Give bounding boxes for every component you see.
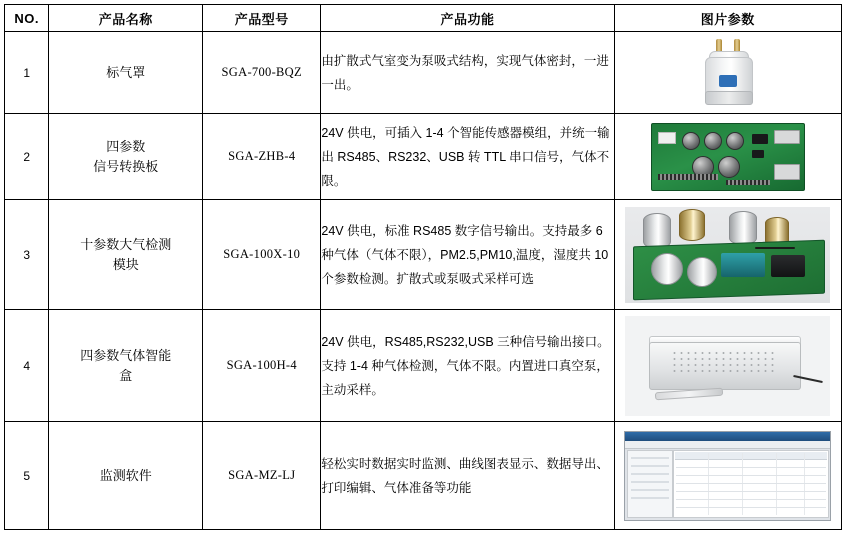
module-wire — [755, 247, 795, 249]
cell-no: 3 — [5, 200, 49, 310]
module-illustration — [625, 207, 830, 303]
software-left-row — [631, 497, 669, 499]
pcb-connector-1 — [774, 130, 800, 144]
table-body — [5, 32, 842, 530]
software-table-row — [676, 507, 826, 508]
cell-no: 4 — [5, 310, 49, 422]
cell-product-image — [614, 114, 841, 200]
product-name-line2: 模块 — [112, 256, 139, 272]
cell-no: 2 — [5, 114, 49, 200]
product-name-line1: 四参数 — [106, 138, 146, 154]
software-table-row — [676, 475, 826, 476]
module-round-sensor-2 — [687, 257, 717, 287]
software-column-divider — [804, 453, 805, 515]
software-table-row — [676, 483, 826, 484]
cell-product-model: SGA-100H-4 — [203, 310, 321, 422]
pcb-socket-5 — [718, 156, 740, 178]
cell-product-function: 轻松实时数据实时监测、曲线图表显示、数据导出、打印编辑、气体准备等功能 — [321, 422, 614, 530]
pcb-chip-2 — [752, 150, 764, 158]
module-black-sensor — [771, 255, 805, 277]
table-header — [5, 5, 842, 32]
pcb-chip-1 — [752, 134, 768, 144]
product-name-line2: 盒 — [119, 367, 133, 383]
module-sensor-3 — [729, 211, 757, 245]
cell-product-image — [614, 32, 841, 114]
cell-no: 1 — [5, 32, 49, 114]
table-row — [5, 200, 842, 310]
pcb-socket-1 — [682, 132, 700, 150]
software-title-bar — [625, 432, 830, 441]
table-row — [5, 114, 842, 200]
software-left-row — [631, 473, 669, 475]
software-ui-illustration — [624, 431, 831, 521]
cell-product-model: SGA-ZHB-4 — [203, 114, 321, 200]
smart-gas-box-photo — [615, 316, 841, 416]
document-page — [0, 4, 846, 537]
product-name-line1: 十参数大气检测 — [80, 236, 172, 252]
cell-product-name — [49, 200, 203, 310]
cell-product-image — [614, 310, 841, 422]
module-round-sensor-1 — [651, 253, 683, 285]
pcb-socket-2 — [704, 132, 722, 150]
header-image-parameter: 图片参数 — [614, 5, 841, 32]
cell-no: 5 — [5, 422, 49, 530]
ten-parameter-module-photo — [615, 207, 841, 303]
smart-box-vent-grid — [671, 350, 775, 376]
pcb-socket-3 — [726, 132, 744, 150]
cell-product-name — [49, 310, 203, 422]
software-menu-bar — [625, 441, 830, 449]
header-product-model: 产品型号 — [203, 5, 321, 32]
software-table-row — [676, 491, 826, 492]
software-left-row — [631, 489, 669, 491]
software-column-divider — [776, 453, 777, 515]
software-main-pane — [673, 450, 829, 518]
hood-brand-label — [719, 75, 737, 87]
cell-product-image — [614, 422, 841, 530]
pcb-connector-2 — [774, 164, 800, 180]
software-column-divider — [708, 453, 709, 515]
cell-product-function: 由扩散式气室变为泵吸式结构，实现气体密封，一进一出。 — [321, 32, 614, 114]
module-sensor-1 — [643, 213, 671, 249]
pcb-white-block — [658, 132, 676, 144]
cell-product-name: 标气罩 — [49, 32, 203, 114]
software-left-row — [631, 457, 669, 459]
software-left-pane — [627, 450, 673, 518]
cell-product-function: 24V 供电，可插入 1-4 个智能传感器模组，并统一输出 RS485、RS232、USB 转 TTL 串口信号，气体不限。 — [321, 114, 614, 200]
pcb-pin-header-2 — [726, 180, 770, 185]
cell-product-function: 24V 供电，标准 RS485 数字信号输出。支持最多 6 种气体（气体不限），PM2.5,PM10,温度，湿度共 10 个参数检测。扩散式或泵吸式采样可选 — [321, 200, 614, 310]
module-sensor-2 — [679, 209, 705, 241]
pcb-illustration — [651, 123, 805, 191]
gas-hood-illustration — [693, 37, 763, 109]
software-left-row — [631, 481, 669, 483]
gas-hood-photo — [615, 37, 841, 109]
header-no: NO. — [5, 5, 49, 32]
cell-product-model: SGA-MZ-LJ — [203, 422, 321, 530]
cell-product-name: 监测软件 — [49, 422, 203, 530]
cell-product-function: 24V 供电，RS485,RS232,USB 三种信号输出接口。支持 1-4 种气体检测，气体不限。内置进口真空泵，主动采样。 — [321, 310, 614, 422]
product-name-line2: 信号转换板 — [93, 158, 159, 174]
table-row — [5, 32, 842, 114]
cell-product-image — [614, 200, 841, 310]
hood-base-ring — [705, 91, 753, 105]
smart-box-illustration — [625, 316, 830, 416]
product-name-line1: 四参数气体智能 — [80, 347, 172, 363]
table-row — [5, 310, 842, 422]
table-header-row — [5, 5, 842, 32]
software-table-row — [676, 499, 826, 500]
table-row — [5, 422, 842, 530]
software-left-row — [631, 465, 669, 467]
cell-product-model: SGA-100X-10 — [203, 200, 321, 310]
header-product-name: 产品名称 — [49, 5, 203, 32]
module-teal-sensor — [721, 253, 765, 277]
pcb-pin-header — [658, 174, 718, 180]
cell-product-model: SGA-700-BQZ — [203, 32, 321, 114]
software-column-divider — [742, 453, 743, 515]
signal-converter-board-photo — [615, 123, 841, 191]
header-product-function: 产品功能 — [321, 5, 614, 32]
monitoring-software-screenshot — [615, 431, 841, 521]
software-table-row — [676, 467, 826, 468]
product-specification-table — [4, 4, 842, 530]
cell-product-name — [49, 114, 203, 200]
